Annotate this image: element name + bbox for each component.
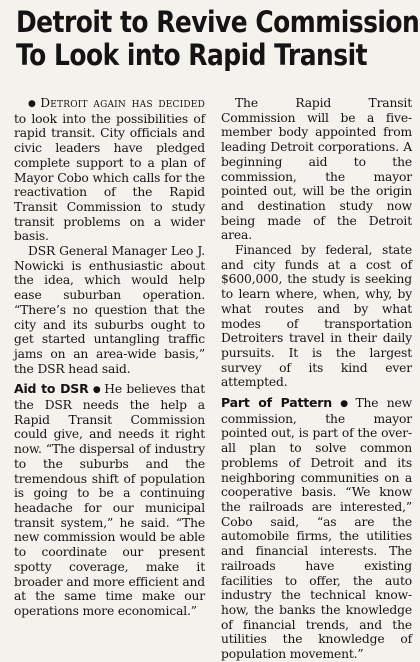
- headline-line-2: To Look into Rapid Transit: [16, 38, 368, 72]
- aid-to-dsr-text: He believes that the DSR needs the help a Rapid Transit Commission could give, and needs it right now. “The dispersal of industry to the suburbs and the tremendous shift of population is going to be a continuing headache for our municipal transit system,” he said. “The new commission would be able to coordinate our present spotty coverage, make it broader and more efficient and at the same time make our operations more economical.”: [14, 382, 205, 618]
- subhead-aid-to-dsr: Aid to DSR: [14, 381, 89, 397]
- bullet-icon: ●: [340, 399, 353, 410]
- paragraph-nowicki: DSR General Manager Leo J. Nowicki is enthusiastic about the idea, which would help ease suburban operation. “There’s no question that the city and its suburbs ought to get started untangling traffic jams on an area-wide basis,” the DSR head said.: [14, 244, 205, 376]
- right-column: [221, 96, 412, 662]
- lead-text: to look into the possibilities of rapid transit. City officials and civic leaders have pledged complete support to a plan of Mayor Cobo which calls for the reactivation of the Rapid Transit Commission to study transit problems on a wider basis.: [14, 111, 205, 244]
- part-of-pattern-text: The new commission, the mayor pointed out, is part of the over-all plan to solve common problems of Detroit and its neighboring communities on a cooperative basis. “We know the railroads are interested,” Cobo said, “as are the automobile firms, the utilities and financial interests. The railroads have existing facilities to offer, the auto industry the technical know-how, the banks the knowledge of financial trends, and the utilities the knowledge of population movement.”: [221, 396, 412, 662]
- lead-small-caps: Detroit again has decided: [40, 96, 205, 110]
- headline-line-1: Detroit to Revive Commission: [16, 5, 420, 39]
- bullet-icon: ●: [92, 385, 102, 396]
- paragraph-commission: The Rapid Transit Commission will be a five-member body appointed from leading Detroit corporations. A beginning aid to the commission, the mayor pointed out, will be the origin and destination study now being made of the Detroit area.: [221, 96, 412, 243]
- paragraph-study: Financed by federal, state and city funds at a cost of $600,000, the study is seeking to learn where, when, why, by what routes and by what modes of transportation Detroiters travel in their daily pursuits. It is the largest survey of its kind ever attempted.: [221, 243, 412, 390]
- subhead-part-of-pattern: Part of Pattern: [221, 395, 332, 411]
- paragraph-aid-to-dsr: [14, 382, 205, 618]
- paragraph-part-of-pattern: [221, 396, 412, 662]
- left-column: [14, 96, 205, 662]
- lead-paragraph: [14, 96, 205, 244]
- article-headline: [16, 5, 420, 72]
- article-columns: [14, 96, 412, 662]
- bullet-icon: ●: [28, 99, 38, 109]
